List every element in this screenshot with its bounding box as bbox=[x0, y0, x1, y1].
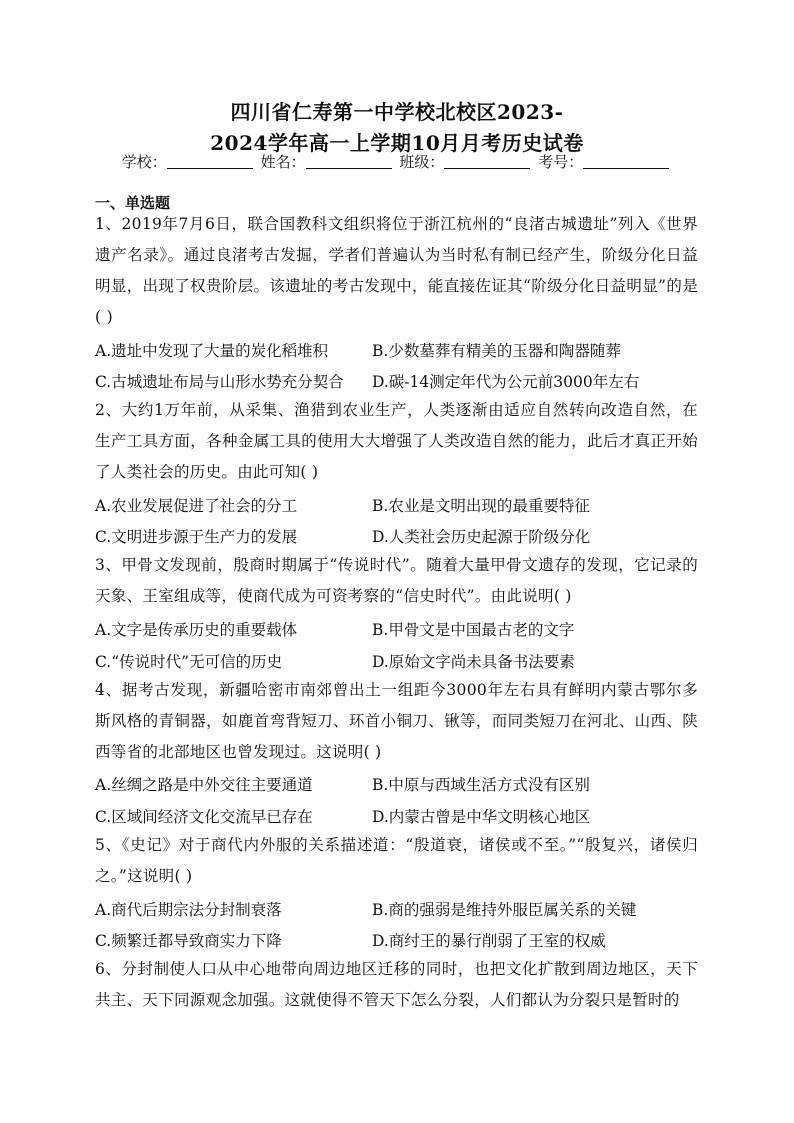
school-blank[interactable] bbox=[167, 154, 253, 169]
question-1-option-d: D.碳-14测定年代为公元前3000年左右 bbox=[372, 373, 640, 391]
question-2-option-a: A.农业发展促进了社会的分工 bbox=[95, 497, 298, 515]
exam-title-line-1: 四川省仁寿第一中学校北校区2023- bbox=[230, 100, 564, 124]
question-3-option-c: C.“传说时代”无可信的历史 bbox=[95, 653, 283, 671]
question-1-text: 1、2019年7月6日，联合国教科文组织将位于浙江杭州的“良渚古城遗址”列入《世界遗产名录》。通过良渚考古发掘，学者们普遍认为当时私有制已经产生，阶级分化日益明显，出现了权贵阶层。该遗址的考古发现中，能直接佐证其“阶级分化日益明显”的是( ) bbox=[95, 215, 698, 326]
question-5-text: 5、《史记》对于商代内外服的关系描述道：“殷道衰，诸侯或不至。”“殷复兴，诸侯归之。”这说明( ) bbox=[95, 836, 698, 885]
question-3-option-d: D.原始文字尚未具备书法要素 bbox=[372, 653, 575, 671]
question-2-option-b: B.农业是文明出现的最重要特征 bbox=[372, 497, 590, 515]
exam-no-label: 考号： bbox=[538, 153, 584, 171]
question-4-option-d: D.内蒙古曾是中华文明核心地区 bbox=[372, 808, 591, 826]
question-2-option-d: D.人类社会历史起源于阶级分化 bbox=[372, 528, 591, 546]
question-4-option-b: B.中原与西域生活方式没有区别 bbox=[372, 776, 590, 794]
question-5-option-d: D.商纣王的暴行削弱了王室的权威 bbox=[372, 932, 606, 950]
question-1-option-a: A.遗址中发现了大量的炭化稻堆积 bbox=[95, 342, 329, 360]
name-blank[interactable] bbox=[306, 154, 392, 169]
question-5-option-b: B.商的强弱是维持外服臣属关系的关键 bbox=[372, 901, 637, 919]
exam-title-line-2: 2024学年高一上学期10月月考历史试卷 bbox=[210, 131, 584, 155]
question-2-option-c: C.文明进步源于生产力的发展 bbox=[95, 528, 298, 546]
question-3-option-b: B.甲骨文是中国最古老的文字 bbox=[372, 621, 575, 639]
question-4-option-a: A.丝绸之路是中外交往主要通道 bbox=[95, 776, 313, 794]
question-2-text: 2、大约1万年前，从采集、渔猎到农业生产，人类逐渐由适应自然转向改造自然，在生产工具方面，各种金属工具的使用大大增强了人类改造自然的能力，此后才真正开始了人类社会的历史。由此可知( ) bbox=[95, 401, 698, 481]
question-5-option-c: C.频繁迁都导致商实力下降 bbox=[95, 932, 282, 950]
section-title: 一、单选题 bbox=[95, 194, 171, 212]
question-1-option-b: B.少数墓葬有精美的玉器和陶器随葬 bbox=[372, 342, 621, 360]
question-6-text: 6、分封制使人口从中心地带向周边地区迁移的同时，也把文化扩散到周边地区，天下共主、天下同源观念加强。这就使得不管天下怎么分裂，人们都认为分裂只是暂时的 bbox=[95, 960, 698, 1009]
question-4-option-c: C.区域间经济文化交流早已存在 bbox=[95, 808, 313, 826]
question-5-option-a: A.商代后期宗法分封制衰落 bbox=[95, 901, 282, 919]
name-label: 姓名： bbox=[260, 153, 306, 171]
question-4-text: 4、据考古发现，新疆哈密市南郊曾出土一组距今3000年左右具有鲜明内蒙古鄂尔多斯风格的青铜器，如鹿首弯背短刀、环首小铜刀、锹等，而同类短刀在河北、山西、陕西等省的北部地区也曾发现过。这说明( ) bbox=[95, 681, 698, 761]
student-info-row bbox=[0, 151, 794, 172]
question-3-option-a: A.文字是传承历史的重要载体 bbox=[95, 621, 298, 639]
question-1-option-c: C.古城遗址布局与山形水势充分契合 bbox=[95, 373, 344, 391]
school-label: 学校： bbox=[121, 153, 167, 171]
class-blank[interactable] bbox=[444, 154, 530, 169]
question-3-text: 3、甲骨文发现前，殷商时期属于“传说时代”。随着大量甲骨文遗存的发现，它记录的天象、王室组成等，使商代成为可资考察的“信史时代”。由此说明( ) bbox=[95, 556, 698, 605]
exam-no-blank[interactable] bbox=[583, 154, 669, 169]
class-label: 班级： bbox=[399, 153, 445, 171]
